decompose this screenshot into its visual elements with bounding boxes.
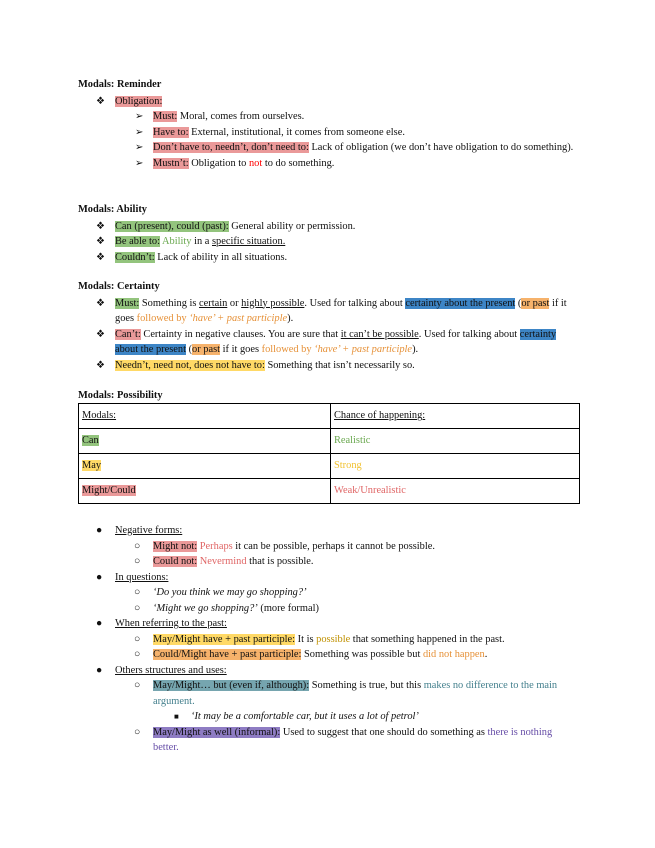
table-cell: Might/Could — [79, 479, 331, 504]
list-item-must-certainty: ❖ Must: Something is certain or highly possible. Used for talking about certainty about the present (or past if it goes followed by ‘have’ + past participle). — [96, 297, 567, 324]
heading-reminder: Modals: Reminder — [78, 79, 162, 90]
diamond-bullet-icon: ❖ — [96, 297, 105, 309]
diamond-bullet-icon: ❖ — [96, 359, 105, 371]
list-item-mustnt: ➢ Mustn’t: Obligation to not to do something. — [78, 156, 577, 172]
circle-bullet-icon: ○ — [134, 587, 141, 598]
circle-bullet-icon: ○ — [134, 556, 141, 567]
dot-bullet-icon: ● — [96, 571, 103, 583]
list-item-dont-have-to: ➢ Don’t have to, needn’t, don’t need to: Lack of obligation (we don’t have obligation to do something). — [78, 140, 577, 156]
heading-possibility: Modals: Possibility — [78, 390, 163, 401]
section-certainty — [78, 279, 577, 373]
list-item-negative-forms: ● Negative forms: — [78, 523, 577, 539]
diamond-bullet-icon: ❖ — [96, 236, 105, 247]
table-cell: May — [79, 454, 331, 479]
list-item-may-might-but: ○ May/Might… but (even if, although): Something is true, but this makes no difference to the main argument. — [134, 680, 558, 707]
circle-bullet-icon: ○ — [134, 602, 141, 614]
list-item-could-not: ○ Could not: Nevermind that is possible. — [78, 554, 577, 570]
list-item-may-might-have: ○ May/Might have + past participle: It is possible that something happened in the past. — [78, 632, 577, 648]
list-item-other-structures: ● Others structures and uses: — [78, 663, 577, 679]
diamond-bullet-icon: ❖ — [96, 220, 105, 232]
arrow-bullet-icon: ➢ — [135, 111, 144, 122]
list-item-can-could: ❖ Can (present), could (past): General ability or permission. — [78, 219, 577, 235]
circle-bullet-icon: ○ — [134, 633, 141, 645]
section-possibility-notes — [78, 523, 577, 756]
list-item-neednt: ❖ Needn’t, need not, does not have to: Something that isn’t necessarily so. — [78, 358, 577, 374]
table-cell: Weak/Unrealistic — [331, 479, 580, 504]
list-item-must: ➢ Must: Moral, comes from ourselves. — [78, 109, 577, 125]
dot-bullet-icon: ● — [96, 664, 103, 676]
list-item-have-to: ➢ Have to: External, institutional, it comes from someone else. — [78, 125, 577, 141]
arrow-bullet-icon: ➢ — [135, 126, 144, 138]
table-header-cell: Modals: — [79, 404, 331, 429]
section-ability — [78, 202, 577, 265]
square-bullet-icon: ■ — [174, 712, 179, 721]
dot-bullet-icon: ● — [96, 525, 103, 536]
table-cell: Realistic — [331, 429, 580, 454]
modals-table — [78, 403, 580, 504]
list-item-may-might-as-well: ○ May/Might as well (informal): Used to suggest that one should do something as there is nothing better. — [134, 726, 553, 753]
table-row — [79, 479, 580, 504]
table-row — [79, 454, 580, 479]
diamond-bullet-icon: ❖ — [96, 95, 105, 107]
list-item-in-questions: ● In questions: — [78, 570, 577, 586]
list-item-question-2: ○ ‘Might we go shopping?’ (more formal) — [78, 601, 577, 617]
list-item-be-able-to: ❖ Be able to: Ability in a specific situation. — [78, 234, 577, 250]
list-item-couldnt: ❖ Couldn’t: Lack of ability in all situations. — [78, 250, 577, 266]
list-item-cant-certainty: ❖ Can’t: Certainty in negative clauses. You are sure that it can’t be possible. Used for talking about certainty about the present (or past if it goes followed by ‘have’ + past participle). — [96, 328, 557, 355]
arrow-bullet-icon: ➢ — [135, 157, 144, 169]
section-reminder — [78, 77, 577, 171]
table-cell: Can — [79, 429, 331, 454]
list-item-referring-past: ● When referring to the past: — [78, 616, 577, 632]
list-item-example-car: ■ ‘It may be a comfortable car, but it uses a lot of petrol’ — [78, 709, 577, 725]
table-cell: Strong — [331, 454, 580, 479]
list-item-could-might-have: ○ Could/Might have + past participle: Something was possible but did not happen. — [78, 647, 577, 663]
list-item-obligation: ❖ Obligation: — [78, 94, 577, 110]
circle-bullet-icon: ○ — [134, 540, 141, 552]
table-row — [79, 429, 580, 454]
diamond-bullet-icon: ❖ — [96, 328, 105, 340]
circle-bullet-icon: ○ — [134, 680, 141, 691]
heading-ability: Modals: Ability — [78, 204, 147, 215]
list-item-question-1: ○ ‘Do you think we may go shopping?’ — [78, 585, 577, 601]
dot-bullet-icon: ● — [96, 618, 103, 629]
arrow-bullet-icon: ➢ — [135, 142, 144, 153]
circle-bullet-icon: ○ — [134, 726, 141, 738]
circle-bullet-icon: ○ — [134, 649, 141, 660]
heading-certainty: Modals: Certainty — [78, 281, 160, 292]
table-header-row — [79, 404, 580, 429]
list-item-might-not: ○ Might not: Perhaps it can be possible, perhaps it cannot be possible. — [78, 539, 577, 555]
diamond-bullet-icon: ❖ — [96, 251, 105, 263]
table-header-cell: Chance of happening: — [331, 404, 580, 429]
